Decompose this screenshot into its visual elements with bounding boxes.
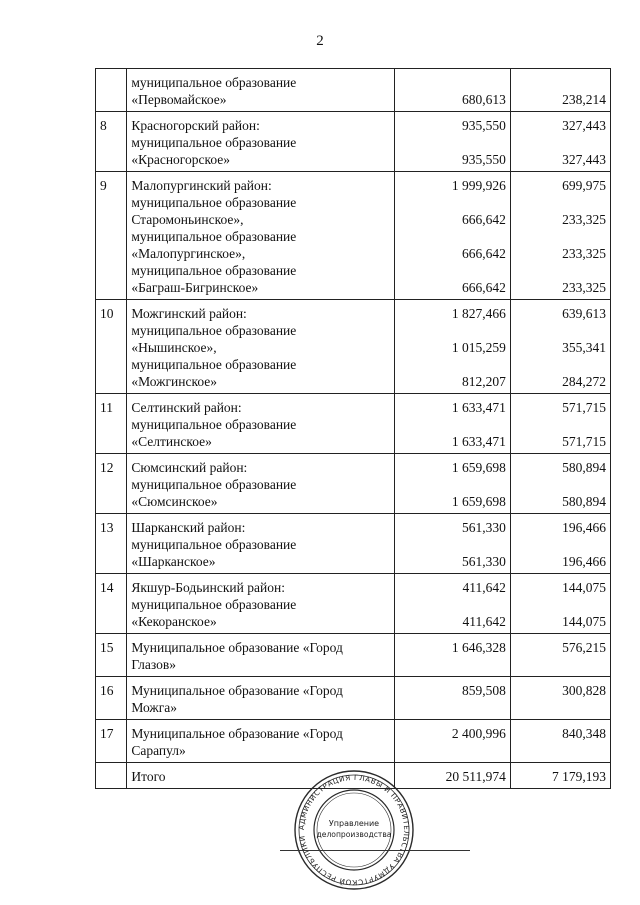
municipality-name-line: Можга» bbox=[131, 700, 178, 715]
amount-value-2 bbox=[510, 514, 610, 574]
amount-value-2-line: 571,715 bbox=[562, 400, 606, 415]
municipality-name-line: муниципальное образование bbox=[131, 135, 297, 150]
municipality-name-line: муниципальное образование bbox=[131, 195, 297, 210]
municipality-name-line: Шарканский район: bbox=[131, 520, 246, 535]
amount-value-1-line: 20 511,974 bbox=[445, 769, 506, 784]
amount-value-1-line: 561,330 bbox=[462, 520, 506, 535]
municipality-name-line: Сюмсинский район: bbox=[131, 460, 248, 475]
amount-value-1-line: 666,642 bbox=[462, 212, 506, 227]
municipality-name-line: Муниципальное образование «Город bbox=[131, 640, 343, 655]
amount-value-2-line bbox=[515, 416, 606, 433]
amount-value-2-line bbox=[515, 262, 606, 279]
amount-value-2 bbox=[510, 69, 610, 112]
table-row bbox=[96, 634, 611, 677]
municipality-name-line: «Баграш-Бигринское» bbox=[131, 280, 259, 295]
municipality-name bbox=[127, 112, 395, 172]
amount-value-1 bbox=[395, 574, 510, 634]
amount-value-2-line: 840,348 bbox=[562, 726, 606, 741]
amount-value-1 bbox=[395, 300, 510, 394]
row-number: 12 bbox=[96, 454, 127, 514]
amount-value-1-line: 935,550 bbox=[462, 118, 506, 133]
amount-value-2-line: 580,894 bbox=[562, 460, 606, 475]
amount-value-2 bbox=[510, 112, 610, 172]
municipality-name bbox=[127, 574, 395, 634]
municipality-name bbox=[127, 454, 395, 514]
page-number: 2 bbox=[316, 33, 324, 49]
amount-value-1-line bbox=[399, 74, 505, 91]
amount-value-2-line: 233,325 bbox=[562, 212, 606, 227]
amount-value-2-line: 327,443 bbox=[562, 152, 606, 167]
municipality-name-line: Итого bbox=[131, 769, 166, 784]
amount-value-2 bbox=[510, 574, 610, 634]
amount-value-1-line bbox=[399, 194, 505, 211]
municipality-name-line: «Селтинское» bbox=[131, 434, 212, 449]
amount-value-1-line bbox=[399, 134, 505, 151]
amount-value-2 bbox=[510, 677, 610, 720]
municipality-name-line: «Можгинское» bbox=[131, 374, 218, 389]
row-number bbox=[96, 69, 127, 112]
municipality-name bbox=[127, 634, 395, 677]
row-number: 16 bbox=[96, 677, 127, 720]
amount-value-2-line bbox=[515, 134, 606, 151]
amount-value-1 bbox=[395, 394, 510, 454]
amount-value-1-line: 1 015,259 bbox=[451, 340, 506, 355]
amount-value-2-line: 196,466 bbox=[562, 520, 606, 535]
amount-value-1 bbox=[395, 514, 510, 574]
municipality-name-line: Муниципальное образование «Город bbox=[131, 726, 343, 741]
municipality-name bbox=[127, 394, 395, 454]
amount-value-2-line: 233,325 bbox=[562, 246, 606, 261]
amount-value-2-line: 571,715 bbox=[562, 434, 606, 449]
amount-value-1-line: 561,330 bbox=[462, 554, 506, 569]
amount-value-1-line bbox=[399, 742, 505, 759]
amount-value-1 bbox=[395, 172, 510, 300]
municipality-name bbox=[127, 677, 395, 720]
seal-ring-text: АДМИНИСТРАЦИЯ ГЛАВЫ И ПРАВИТЕЛЬСТВА УДМУРТСКОЙ РЕСПУБЛИКИ bbox=[296, 772, 412, 888]
table-row bbox=[96, 574, 611, 634]
amount-value-2-line bbox=[515, 228, 606, 245]
amount-value-1-line: 1 633,471 bbox=[451, 434, 506, 449]
amount-value-1-line: 1 659,698 bbox=[451, 494, 506, 509]
municipality-name-line: муниципальное образование bbox=[131, 357, 297, 372]
table-row bbox=[96, 112, 611, 172]
amount-value-2-line: 699,975 bbox=[562, 178, 606, 193]
amount-value-2-line bbox=[515, 596, 606, 613]
municipality-name-line: «Нышинское», bbox=[131, 340, 217, 355]
amount-value-1-line: 812,207 bbox=[462, 374, 506, 389]
amount-value-1-line bbox=[399, 356, 505, 373]
municipality-name bbox=[127, 300, 395, 394]
municipality-name-line: «Кекоранское» bbox=[131, 614, 217, 629]
amount-value-1-line bbox=[399, 322, 505, 339]
amount-value-1 bbox=[395, 454, 510, 514]
row-number: 15 bbox=[96, 634, 127, 677]
amount-value-2 bbox=[510, 300, 610, 394]
amount-value-2-line: 580,894 bbox=[562, 494, 606, 509]
row-number bbox=[96, 763, 127, 789]
amount-value-2-line: 576,215 bbox=[562, 640, 606, 655]
municipality-name-line: «Первомайское» bbox=[131, 92, 227, 107]
amount-value-2-line bbox=[515, 476, 606, 493]
amount-value-2-line bbox=[515, 356, 606, 373]
municipality-name-line: Малопургинский район: bbox=[131, 178, 272, 193]
official-seal bbox=[292, 768, 416, 892]
amount-value-2 bbox=[510, 394, 610, 454]
municipality-name-line: Сарапул» bbox=[131, 743, 186, 758]
amount-value-2-line bbox=[515, 742, 606, 759]
amount-value-1-line: 1 827,466 bbox=[451, 306, 506, 321]
amount-value-2-line: 144,075 bbox=[562, 614, 606, 629]
amount-value-1-line bbox=[399, 536, 505, 553]
row-number: 8 bbox=[96, 112, 127, 172]
table-row bbox=[96, 454, 611, 514]
municipality-name-line: муниципальное образование bbox=[131, 477, 297, 492]
amount-value-1 bbox=[395, 720, 510, 763]
signature-line bbox=[280, 850, 470, 851]
amount-value-2-line bbox=[515, 322, 606, 339]
municipality-name-line: «Сюмсинское» bbox=[131, 494, 218, 509]
allocation-table bbox=[95, 68, 611, 789]
amount-value-2-line: 284,272 bbox=[562, 374, 606, 389]
municipality-name-line: муниципальное образование bbox=[131, 417, 297, 432]
table-row bbox=[96, 677, 611, 720]
amount-value-1-line: 1 633,471 bbox=[451, 400, 506, 415]
municipality-name-line: муниципальное образование bbox=[131, 229, 297, 244]
row-number: 11 bbox=[96, 394, 127, 454]
municipality-name-line: Старомоньинское», bbox=[131, 212, 244, 227]
table-row bbox=[96, 394, 611, 454]
amount-value-1-line: 411,642 bbox=[462, 580, 506, 595]
amount-value-1-line: 935,550 bbox=[462, 152, 506, 167]
municipality-name-line: муниципальное образование bbox=[131, 597, 297, 612]
municipality-name-line: «Шарканское» bbox=[131, 554, 216, 569]
municipality-name-line: муниципальное образование bbox=[131, 75, 297, 90]
municipality-name-line: Муниципальное образование «Город bbox=[131, 683, 343, 698]
amount-value-2-line bbox=[515, 74, 606, 91]
municipality-name-line: Селтинский район: bbox=[131, 400, 242, 415]
municipality-name-line: муниципальное образование bbox=[131, 537, 297, 552]
amount-value-1 bbox=[395, 677, 510, 720]
table-row bbox=[96, 514, 611, 574]
municipality-name-line: муниципальное образование bbox=[131, 323, 297, 338]
row-number: 9 bbox=[96, 172, 127, 300]
row-number: 10 bbox=[96, 300, 127, 394]
amount-value-2-line bbox=[515, 536, 606, 553]
municipality-name-line: Красногорский район: bbox=[131, 118, 260, 133]
amount-value-2 bbox=[510, 720, 610, 763]
amount-value-2-line: 7 179,193 bbox=[552, 769, 606, 784]
table-row bbox=[96, 69, 611, 112]
seal-center-line1: Управление bbox=[328, 819, 380, 828]
amount-value-1-line: 1 999,926 bbox=[451, 178, 506, 193]
amount-value-1 bbox=[395, 69, 510, 112]
municipality-name-line: муниципальное образование bbox=[131, 263, 297, 278]
amount-value-1-line: 666,642 bbox=[462, 280, 506, 295]
amount-value-2-line: 639,613 bbox=[562, 306, 606, 321]
amount-value-1-line: 1 659,698 bbox=[451, 460, 506, 475]
municipality-name bbox=[127, 720, 395, 763]
municipality-name-line: Якшур-Бодьинский район: bbox=[131, 580, 285, 595]
amount-value-1-line bbox=[399, 596, 505, 613]
table-row bbox=[96, 720, 611, 763]
amount-value-1-line bbox=[399, 228, 505, 245]
amount-value-1-line bbox=[399, 476, 505, 493]
table-row bbox=[96, 300, 611, 394]
amount-value-1-line: 2 400,996 bbox=[451, 726, 506, 741]
amount-value-1-line bbox=[399, 699, 505, 716]
amount-value-2 bbox=[510, 454, 610, 514]
municipality-name-line: «Малопургинское», bbox=[131, 246, 246, 261]
amount-value-2-line bbox=[515, 194, 606, 211]
amount-value-1-line bbox=[399, 416, 505, 433]
amount-value-1-line bbox=[399, 262, 505, 279]
amount-value-1-line: 859,508 bbox=[462, 683, 506, 698]
amount-value-2-line: 196,466 bbox=[562, 554, 606, 569]
amount-value-2-line bbox=[515, 656, 606, 673]
amount-value-1-line bbox=[399, 656, 505, 673]
municipality-name-line: Глазов» bbox=[131, 657, 176, 672]
seal-center-line2: делопроизводства bbox=[316, 830, 392, 839]
amount-value-2-line: 300,828 bbox=[562, 683, 606, 698]
amount-value-1-line: 1 646,328 bbox=[451, 640, 506, 655]
amount-value-2-line: 355,341 bbox=[562, 340, 606, 355]
municipality-name-line: «Красногорское» bbox=[131, 152, 231, 167]
amount-value-2 bbox=[510, 763, 610, 789]
row-number: 13 bbox=[96, 514, 127, 574]
amount-value-2-line: 233,325 bbox=[562, 280, 606, 295]
municipality-name bbox=[127, 172, 395, 300]
amount-value-1 bbox=[395, 634, 510, 677]
municipality-name-line: Можгинский район: bbox=[131, 306, 247, 321]
table-row bbox=[96, 172, 611, 300]
amount-value-2 bbox=[510, 172, 610, 300]
amount-value-1-line: 680,613 bbox=[462, 92, 506, 107]
row-number: 14 bbox=[96, 574, 127, 634]
amount-value-1-line: 411,642 bbox=[462, 614, 506, 629]
amount-value-2-line: 327,443 bbox=[562, 118, 606, 133]
municipality-name bbox=[127, 69, 395, 112]
amount-value-2-line: 144,075 bbox=[562, 580, 606, 595]
amount-value-2-line: 238,214 bbox=[562, 92, 606, 107]
amount-value-1-line: 666,642 bbox=[462, 246, 506, 261]
amount-value-1 bbox=[395, 112, 510, 172]
row-number: 17 bbox=[96, 720, 127, 763]
municipality-name bbox=[127, 514, 395, 574]
amount-value-2-line bbox=[515, 699, 606, 716]
amount-value-2 bbox=[510, 634, 610, 677]
table-body bbox=[96, 69, 611, 789]
